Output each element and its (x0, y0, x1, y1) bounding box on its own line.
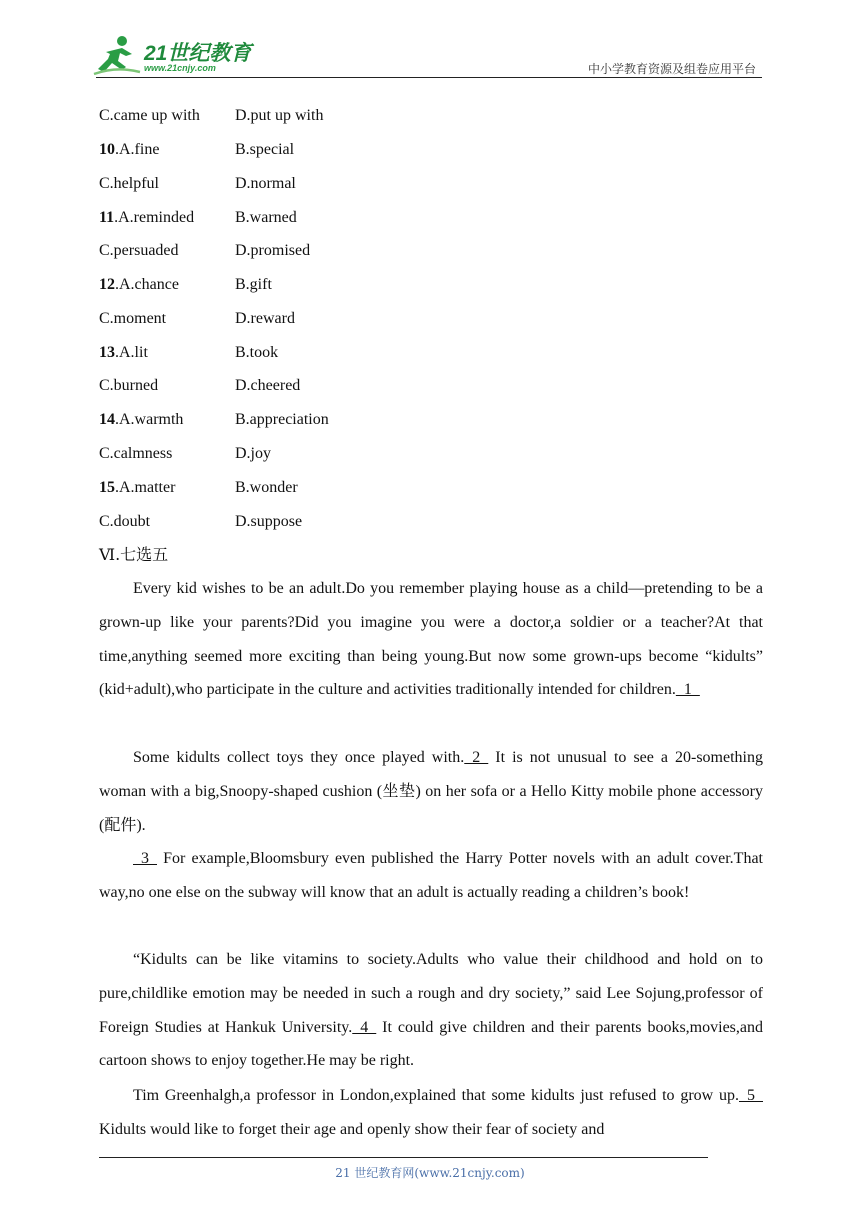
option-right: D.reward (235, 310, 295, 327)
option-right: B.special (235, 141, 295, 158)
option-left: 10.A.fine (99, 141, 160, 158)
option-left: 15.A.matter (99, 479, 176, 496)
page-header (0, 0, 860, 80)
runner-logo-icon (92, 34, 142, 78)
answer-blank-2[interactable]: 2 (464, 749, 489, 766)
option-right: B.warned (235, 209, 297, 226)
option-left: C.persuaded (99, 242, 179, 259)
option-right: B.appreciation (235, 411, 329, 428)
option-left: 13.A.lit (99, 344, 148, 361)
option-right: D.normal (235, 175, 296, 192)
option-right: B.took (235, 344, 279, 361)
footer-divider (99, 1157, 708, 1158)
option-right: D.promised (235, 242, 311, 259)
header-divider (96, 77, 762, 78)
site-logo (92, 34, 262, 78)
passage-paragraph-5: Tim Greenhalgh,a professor in London,explained that some kidults just refused to grow up. 5 Kidults would like to forget their age and openly show their fear of society and (99, 1079, 763, 1147)
option-left: C.moment (99, 310, 167, 327)
logo-url: www.21cnjy.com (144, 63, 216, 73)
option-right: D.cheered (235, 377, 301, 394)
option-left: C.burned (99, 377, 159, 394)
option-right: B.wonder (235, 479, 298, 496)
passage-paragraph-4: “Kidults can be like vitamins to society.Adults who value their childhood and hold on to pure,childlike emotion may be needed in such a rough and dry society,” said Lee Sojung,professor of Foreign Studies at Hankuk University. 4 It could give children and their parents books,movies,and cartoon shows to enjoy together.He may be right. (99, 951, 763, 1070)
option-right: B.gift (235, 276, 272, 293)
answer-blank-4[interactable]: 4 (352, 1018, 377, 1036)
option-left: C.doubt (99, 513, 151, 530)
answer-blank-3[interactable]: 3 (133, 850, 157, 867)
option-left: 14.A.warmth (99, 411, 184, 428)
passage-paragraph-2: Some kidults collect toys they once played with. 2 It is not unusual to see a 20-something woman with a big,Snoopy-shaped cushion (坐垫) on her sofa or a Hello Kitty mobile phone accessory (配件). (99, 741, 763, 842)
passage-paragraph-3: 3 For example,Bloomsbury even published the Harry Potter novels with an adult cover.That way,no one else on the subway will know that an adult is actually reading a children’s book! (99, 842, 763, 910)
platform-name: 中小学教育资源及组卷应用平台 (587, 62, 756, 76)
answer-blank-1[interactable]: 1 (675, 681, 700, 699)
option-left: C.calmness (99, 445, 173, 462)
answer-blank-5[interactable]: 5 (739, 1087, 763, 1104)
option-left: C.helpful (99, 175, 159, 192)
option-right: D.suppose (235, 513, 303, 530)
option-left: 12.A.chance (99, 276, 179, 293)
passage-paragraph-1: Every kid wishes to be an adult.Do you remember playing house as a child—pretending to be a grown-up like your parents?Did you imagine you were a doctor,a soldier or a teacher?At that time,anything seemed more exciting than being young.But now some grown-ups become “kidults” (kid+adult),who participate in the culture and activities traditionally intended for children. 1 (99, 572, 763, 707)
section-title: Ⅵ.七选五 (99, 545, 169, 564)
page-footer[interactable]: 21 世纪教育网(www.21cnjy.com) (335, 1166, 525, 1180)
logo-text: 21世纪教育 (144, 42, 252, 65)
option-right: D.joy (235, 445, 271, 462)
option-left: 11.A.reminded (99, 209, 195, 226)
option-left: C.came up with (99, 107, 200, 124)
option-right: D.put up with (235, 107, 324, 124)
